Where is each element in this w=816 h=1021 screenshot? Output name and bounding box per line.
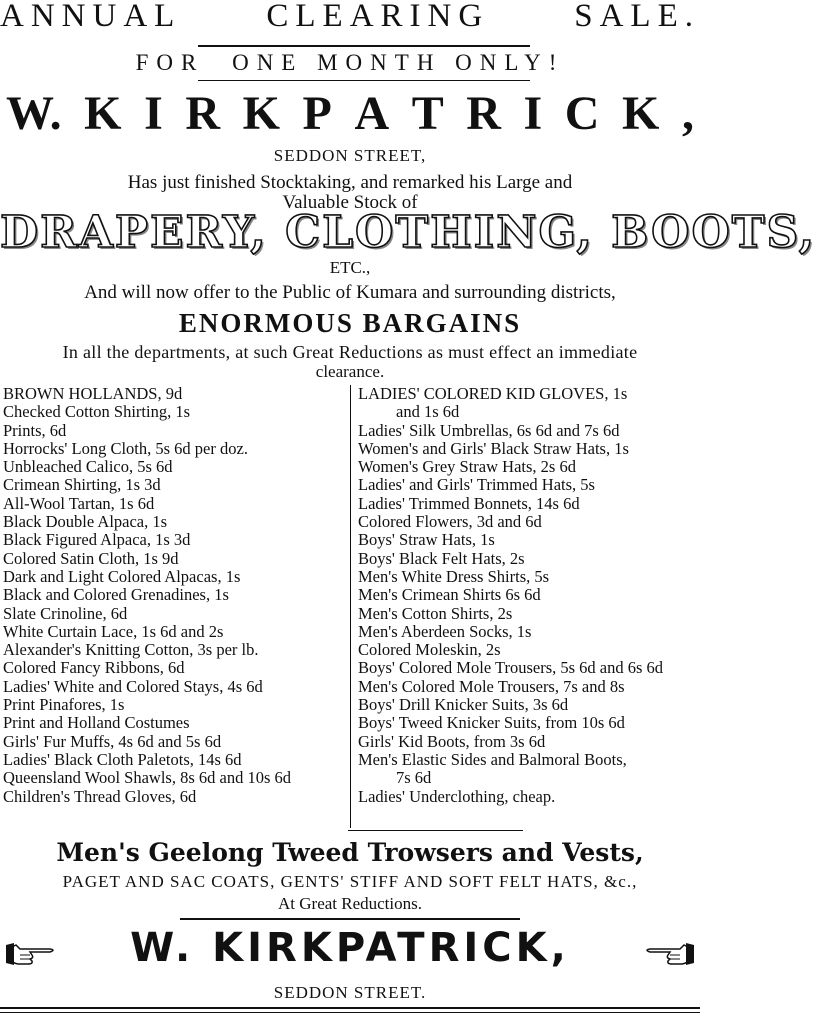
price-list-item xyxy=(358,385,700,422)
price-list-item-text: Men's Aberdeen Socks, 1s xyxy=(358,621,532,641)
footer-merchant-name: W. KIRKPATRICK, xyxy=(130,925,570,971)
price-list-item-text: Slate Crinoline, 6d xyxy=(3,603,128,623)
price-list-item xyxy=(358,641,700,659)
price-list-item-continuation: and 1s 6d xyxy=(396,402,460,422)
price-list-item xyxy=(358,495,700,513)
price-list-item xyxy=(3,641,343,659)
price-list-item xyxy=(358,440,700,458)
stock-heading: DRAPERY, CLOTHING, BOOTS, xyxy=(0,207,816,258)
price-list-item xyxy=(358,458,700,476)
bottom-rule xyxy=(0,1012,700,1013)
price-list-item xyxy=(358,623,700,641)
footer-street: SEDDON STREET. xyxy=(273,983,427,1002)
price-list-item-text: Ladies' Underclothing, cheap. xyxy=(358,786,556,806)
price-list-item-text: Men's Colored Mole Trousers, 7s and 8s xyxy=(358,676,625,696)
departments-line-2: clearance. xyxy=(315,362,385,381)
intro-line-1: Has just finished Stocktaking, and remarked his Large and xyxy=(127,172,573,193)
footer-signature xyxy=(0,925,700,981)
merchant-name-letter: K xyxy=(242,87,280,140)
price-list-item xyxy=(3,623,343,641)
price-list-item xyxy=(358,605,700,623)
price-list-item xyxy=(358,696,700,714)
reductions-line: At Great Reductions. xyxy=(278,894,422,913)
price-list-item-text: Horrocks' Long Cloth, 5s 6d per doz. xyxy=(3,438,248,458)
price-list-item-text: Ladies' Black Cloth Paletots, 14s 6d xyxy=(3,749,242,769)
column-divider xyxy=(350,385,351,828)
pointing-hand-left-icon xyxy=(642,937,694,967)
price-list-item xyxy=(358,550,700,568)
merchant-name-letter: P xyxy=(302,87,332,140)
price-list-item xyxy=(358,659,700,677)
price-list-item-text: Men's Crimean Shirts 6s 6d xyxy=(358,585,541,605)
price-list-item-text: Unbleached Calico, 5s 6d xyxy=(3,457,173,477)
merchant-name-letter: C xyxy=(564,87,600,140)
price-list-item-text: Ladies' Trimmed Bonnets, 14s 6d xyxy=(358,493,580,513)
headline-word-1: ANNUAL xyxy=(0,0,182,34)
price-list-item xyxy=(3,440,343,458)
price-list-item-text: LADIES' COLORED KID GLOVES, 1s xyxy=(358,384,628,403)
price-list-item xyxy=(3,659,343,677)
price-list-item-text: Boys' Black Felt Hats, 2s xyxy=(358,548,525,568)
price-list-item xyxy=(3,788,343,806)
price-list-item-text: Boys' Tweed Knicker Suits, from 10s 6d xyxy=(358,713,625,733)
headline xyxy=(0,0,700,35)
bargains-heading: ENORMOUS BARGAINS xyxy=(178,308,522,338)
price-list-item-text: Ladies' Silk Umbrellas, 6s 6d and 7s 6d xyxy=(358,420,620,440)
price-list-item xyxy=(358,788,700,806)
price-list-item-text: Black and Colored Grenadines, 1s xyxy=(3,585,229,605)
price-list-left xyxy=(3,385,343,806)
price-list-item-text: Queensland Wool Shawls, 8s 6d and 10s 6d xyxy=(3,768,292,788)
price-list-item xyxy=(358,513,700,531)
price-list-item-text: Colored Fancy Ribbons, 6d xyxy=(3,658,185,678)
price-list-item xyxy=(3,733,343,751)
price-list-item-text: Prints, 6d xyxy=(3,420,67,440)
price-list-item-text: Men's White Dress Shirts, 5s xyxy=(358,566,550,586)
merchant-name-letter: I xyxy=(523,87,543,140)
price-list-item xyxy=(358,422,700,440)
price-list-item-text: Boys' Colored Mole Trousers, 5s 6d and 6s 6d xyxy=(358,658,664,678)
price-list-item-text: Girls' Fur Muffs, 4s 6d and 5s 6d xyxy=(3,731,222,751)
subtitle xyxy=(0,50,700,76)
price-list-item-text: Men's Cotton Shirts, 2s xyxy=(358,603,513,623)
price-list-item xyxy=(3,751,343,769)
price-list-item xyxy=(3,714,343,732)
price-list-item xyxy=(3,513,343,531)
price-list-item xyxy=(3,458,343,476)
divider xyxy=(198,45,530,47)
price-list-item-text: Women's and Girls' Black Straw Hats, 1s xyxy=(358,438,629,458)
price-list-item-text: Black Double Alpaca, 1s xyxy=(3,512,168,532)
price-list-item xyxy=(358,586,700,604)
price-list-item-text: Colored Satin Cloth, 1s 9d xyxy=(3,548,179,568)
price-list-item-text: Print and Holland Costumes xyxy=(3,713,190,733)
etc-line: ETC., xyxy=(329,258,371,277)
merchant-name-letter: W. xyxy=(6,87,62,140)
price-list-item-text: White Curtain Lace, 1s 6d and 2s xyxy=(3,621,224,641)
merchant-name-letter: R xyxy=(185,87,221,140)
geelong-line: Men's Geelong Tweed Trowsers and Vests, xyxy=(56,838,644,867)
merchant-name-letter: , xyxy=(681,87,694,140)
price-list-item-text: Print Pinafores, 1s xyxy=(3,695,125,715)
merchant-name xyxy=(0,86,700,141)
price-list-item xyxy=(3,769,343,787)
headline-word-2: CLEARING xyxy=(266,0,490,34)
subtitle-emphasis: ONE MONTH ONLY! xyxy=(232,50,565,75)
price-list-item-text: Women's Grey Straw Hats, 2s 6d xyxy=(358,457,576,477)
coats-line: PAGET AND SAC COATS, GENTS' STIFF AND SOFT FELT HATS, &c., xyxy=(62,872,638,891)
price-list-item xyxy=(3,495,343,513)
price-list-item xyxy=(358,476,700,494)
price-list-item xyxy=(358,678,700,696)
price-list-item-text: Colored Flowers, 3d and 6d xyxy=(358,512,542,532)
price-list-item-text: Ladies' White and Colored Stays, 4s 6d xyxy=(3,676,263,696)
price-list xyxy=(3,385,700,828)
merchant-name-letter: I xyxy=(144,87,163,140)
merchant-name-letter: A xyxy=(354,87,390,140)
merchant-name-letter: K xyxy=(622,87,660,140)
price-list-item xyxy=(3,678,343,696)
price-list-item xyxy=(358,531,700,549)
price-list-item-text: Dark and Light Colored Alpacas, 1s xyxy=(3,566,241,586)
price-list-item xyxy=(358,714,700,732)
price-list-item-text: Boys' Drill Knicker Suits, 3s 6d xyxy=(358,695,569,715)
price-list-item xyxy=(358,568,700,586)
price-list-item-text: Boys' Straw Hats, 1s xyxy=(358,530,495,550)
headline-word-3: SALE. xyxy=(574,0,700,34)
price-list-item xyxy=(3,568,343,586)
offer-line: And will now offer to the Public of Kumara and surrounding districts, xyxy=(84,282,616,303)
merchant-name-letter: R xyxy=(466,87,501,140)
divider xyxy=(180,918,520,920)
price-list-item-text: Men's Elastic Sides and Balmoral Boots, xyxy=(358,749,627,769)
price-list-item xyxy=(358,733,700,751)
price-list-item-text: Children's Thread Gloves, 6d xyxy=(3,786,197,806)
price-list-item-text: BROWN HOLLANDS, 9d xyxy=(3,384,183,403)
price-list-item-text: Alexander's Knitting Cotton, 3s per lb. xyxy=(3,640,259,660)
price-list-item-text: Colored Moleskin, 2s xyxy=(358,640,501,660)
street-address: SEDDON STREET, xyxy=(273,146,427,165)
price-list-item xyxy=(3,696,343,714)
merchant-name-letter: K xyxy=(84,87,122,140)
merchant-name-letter: T xyxy=(411,87,444,140)
departments-line-1: In all the departments, at such Great Reductions as must effect an immediate xyxy=(62,342,638,362)
price-list-item-continuation: 7s 6d xyxy=(396,768,432,788)
price-list-item-text: Girls' Kid Boots, from 3s 6d xyxy=(358,731,546,751)
price-list-item-text: Ladies' and Girls' Trimmed Hats, 5s xyxy=(358,475,595,495)
price-list-item xyxy=(3,550,343,568)
price-list-item xyxy=(3,586,343,604)
bottom-rule xyxy=(0,1007,700,1009)
price-list-item-text: Black Figured Alpaca, 1s 3d xyxy=(3,530,191,550)
price-list-item xyxy=(3,531,343,549)
price-list-item xyxy=(3,385,343,403)
price-list-item-text: Crimean Shirting, 1s 3d xyxy=(3,475,161,495)
price-list-item xyxy=(3,476,343,494)
price-list-item-text: Checked Cotton Shirting, 1s xyxy=(3,402,190,422)
price-list-item xyxy=(358,751,700,788)
price-list-item xyxy=(3,605,343,623)
price-list-right xyxy=(358,385,700,806)
price-list-item xyxy=(3,422,343,440)
divider xyxy=(198,80,530,81)
price-list-item-text: All-Wool Tartan, 1s 6d xyxy=(3,493,155,513)
divider xyxy=(348,830,523,831)
intro-line-2: Valuable Stock of xyxy=(282,192,418,213)
price-list-item xyxy=(3,403,343,421)
subtitle-prefix: FOR xyxy=(135,50,205,75)
